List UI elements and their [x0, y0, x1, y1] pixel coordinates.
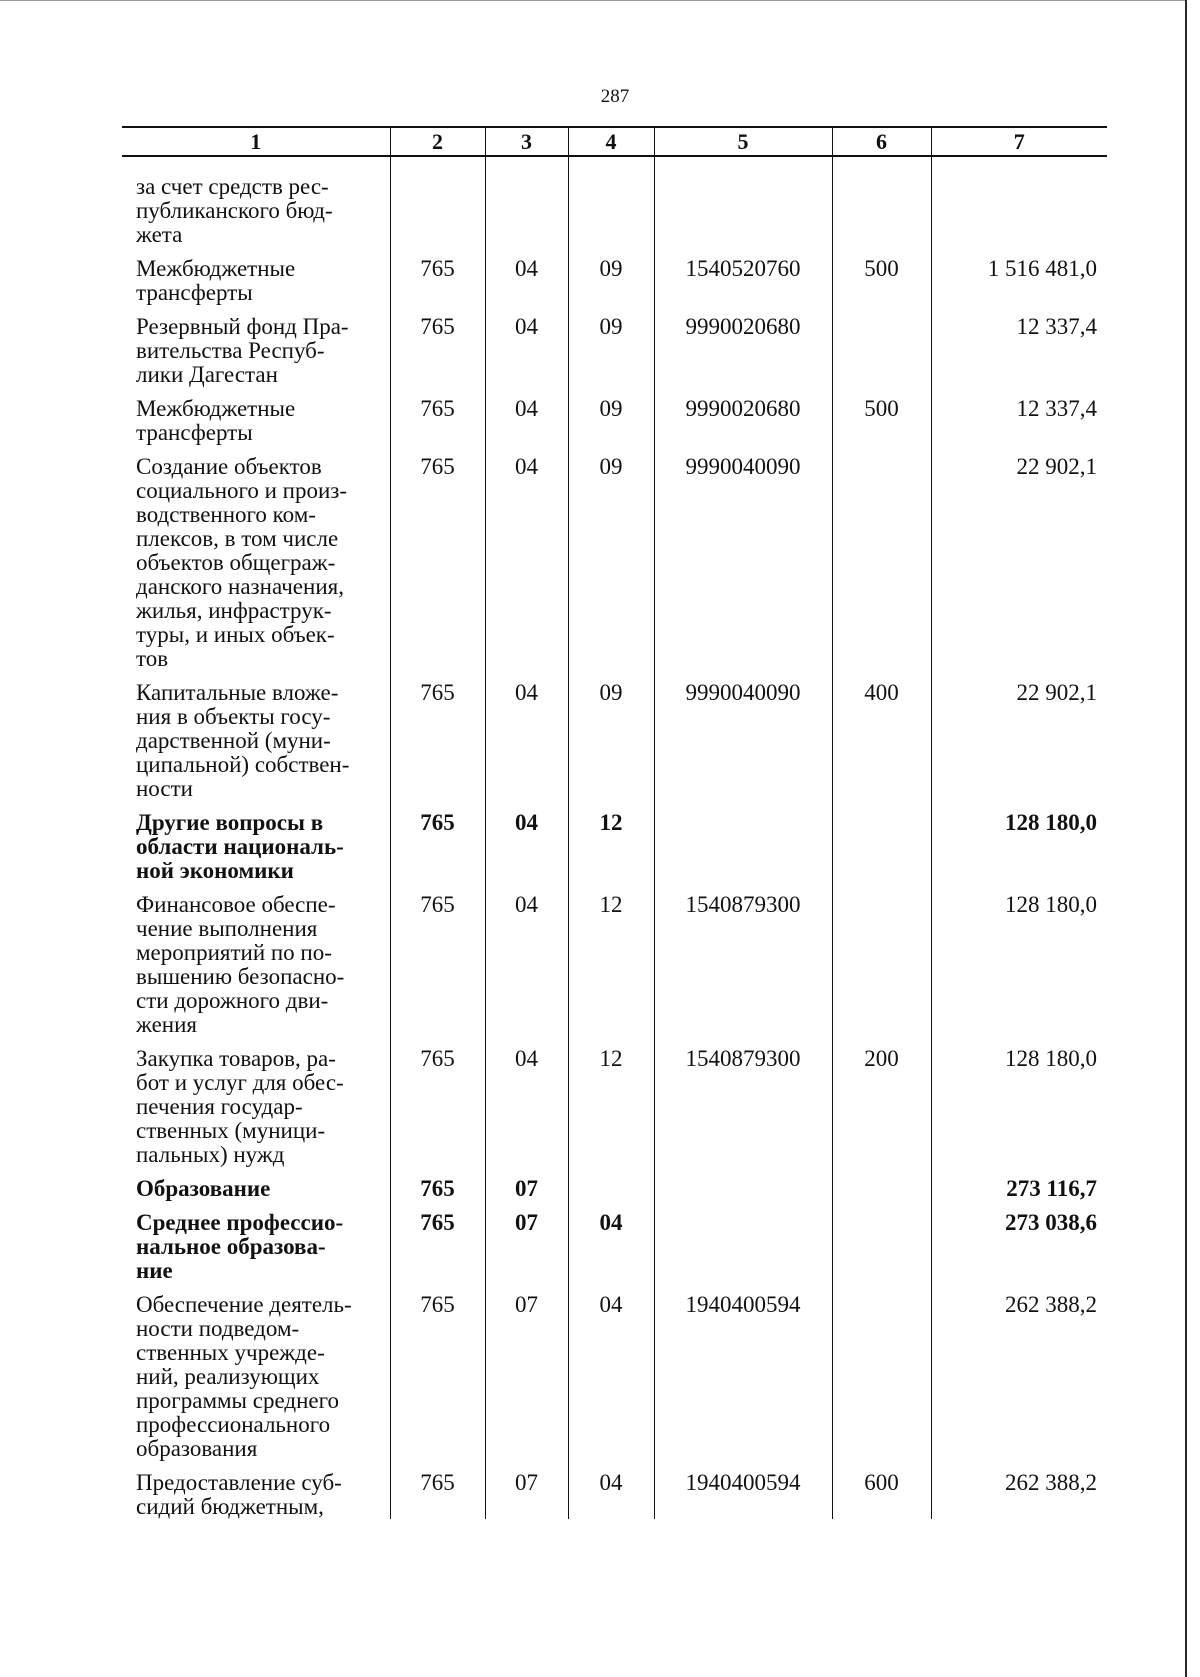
row-col6-cell [832, 315, 931, 397]
row-col3-cell: 07 [485, 1211, 568, 1293]
row-col3-cell: 04 [485, 455, 568, 681]
row-amount-cell: 22 902,1 [931, 455, 1107, 681]
row-amount-cell: 22 902,1 [931, 681, 1107, 811]
row-col4-cell: 04 [568, 1211, 654, 1293]
row-col4-cell: 09 [568, 257, 654, 315]
row-col5-cell: 1540879300 [654, 893, 832, 1047]
row-amount-cell: 12 337,4 [931, 315, 1107, 397]
row-col3-cell: 04 [485, 257, 568, 315]
row-amount-cell: 128 180,0 [931, 1047, 1107, 1177]
row-amount-cell: 273 116,7 [931, 1177, 1107, 1211]
row-col2-cell: 765 [390, 455, 485, 681]
table-header-row [122, 127, 1107, 156]
row-amount-cell: 128 180,0 [931, 811, 1107, 893]
row-col3-cell: 07 [485, 1293, 568, 1471]
row-col5-cell [654, 1177, 832, 1211]
row-name-cell: Создание объектов социального и произ- водственного ком- плексов, в том числе объектов общеграж- данского назначения, жилья, инфраструк- туры, и иных объек- тов [136, 454, 348, 671]
row-name-cell: Финансовое обеспе- чение выполнения мероприятий по по- вышению безопасно- сти дорожного дви- жения [136, 892, 345, 1037]
row-col5-cell: 1540520760 [654, 257, 832, 315]
row-name-cell: Другие вопросы в области националь- ной экономики [136, 810, 344, 883]
column-header-2: 2 [390, 127, 485, 156]
row-col6-cell [832, 1293, 931, 1471]
row-col3-cell: 04 [485, 681, 568, 811]
column-header-1: 1 [122, 127, 390, 156]
column-header-3: 3 [485, 127, 568, 156]
page-top-edge [0, 0, 1187, 1]
row-col3-cell: 04 [485, 811, 568, 893]
column-header-6: 6 [832, 127, 931, 156]
row-col5-cell [654, 175, 832, 257]
row-col5-cell: 1940400594 [654, 1293, 832, 1471]
table-row [122, 455, 1107, 681]
row-name-cell: Резервный фонд Пра- вительства Респуб- лики Дагестан [136, 314, 349, 387]
row-col3-cell: 04 [485, 397, 568, 455]
row-amount-cell: 273 038,6 [931, 1211, 1107, 1293]
row-col5-cell: 9990020680 [654, 397, 832, 455]
column-header-4: 4 [568, 127, 654, 156]
row-col5-cell: 1540879300 [654, 1047, 832, 1177]
row-amount-cell: 262 388,2 [931, 1293, 1107, 1471]
budget-table [122, 126, 1107, 1519]
row-col2-cell: 765 [390, 1211, 485, 1293]
row-col6-cell [832, 175, 931, 257]
row-col6-cell: 500 [832, 397, 931, 455]
row-col4-cell: 04 [568, 1293, 654, 1471]
table-row [122, 1177, 1107, 1211]
row-col4-cell: 12 [568, 1047, 654, 1177]
row-col6-cell [832, 811, 931, 893]
row-col4-cell [568, 1177, 654, 1211]
column-header-7: 7 [931, 127, 1107, 156]
row-col3-cell: 04 [485, 893, 568, 1047]
table-row [122, 397, 1107, 455]
row-name-cell: Межбюджетные трансферты [136, 256, 296, 305]
table-row [122, 175, 1107, 257]
row-col6-cell: 500 [832, 257, 931, 315]
column-header-5: 5 [654, 127, 832, 156]
table-row [122, 811, 1107, 893]
row-col2-cell: 765 [390, 893, 485, 1047]
row-col3-cell: 07 [485, 1471, 568, 1519]
row-col2-cell: 765 [390, 1177, 485, 1211]
row-col6-cell [832, 1211, 931, 1293]
row-col5-cell [654, 1211, 832, 1293]
row-col3-cell: 07 [485, 1177, 568, 1211]
table-row [122, 257, 1107, 315]
row-col2-cell: 765 [390, 257, 485, 315]
row-col4-cell: 09 [568, 455, 654, 681]
row-col6-cell: 400 [832, 681, 931, 811]
row-col6-cell [832, 455, 931, 681]
table-body [122, 156, 1107, 1519]
row-amount-cell: 1 516 481,0 [931, 257, 1107, 315]
row-name-cell: за счет средств рес- публиканского бюд- жета [136, 174, 333, 247]
row-col4-cell: 04 [568, 1471, 654, 1519]
table-row [122, 1211, 1107, 1293]
row-col2-cell: 765 [390, 1293, 485, 1471]
page-right-edge [1185, 0, 1187, 1677]
row-name-cell: Капитальные вложе- ния в объекты госу- дарственной (муни- ципальной) собствен- ности [136, 680, 350, 801]
row-name-cell: Обеспечение деятель- ности подведом- ственных учрежде- ний, реализующих программы среднего профессионального образования [136, 1292, 352, 1461]
row-name-cell: Предоставление суб- сидий бюджетным, [136, 1470, 342, 1519]
row-col6-cell: 200 [832, 1047, 931, 1177]
table-row [122, 1047, 1107, 1177]
row-col2-cell: 765 [390, 811, 485, 893]
row-name-cell: Межбюджетные трансферты [136, 396, 296, 445]
row-col6-cell [832, 1177, 931, 1211]
row-col2-cell: 765 [390, 397, 485, 455]
row-col2-cell [390, 175, 485, 257]
row-amount-cell: 262 388,2 [931, 1471, 1107, 1519]
row-name-cell: Образование [136, 1176, 271, 1201]
row-col2-cell: 765 [390, 315, 485, 397]
row-col4-cell: 12 [568, 811, 654, 893]
row-col2-cell: 765 [390, 1471, 485, 1519]
row-col4-cell: 09 [568, 397, 654, 455]
table-row [122, 315, 1107, 397]
table-row [122, 1471, 1107, 1519]
row-col2-cell: 765 [390, 681, 485, 811]
row-col4-cell: 09 [568, 315, 654, 397]
row-name-cell: Закупка товаров, ра- бот и услуг для обес- печения государ- ственных (муници- пальных) нужд [136, 1046, 344, 1167]
row-col4-cell [568, 175, 654, 257]
row-col6-cell [832, 893, 931, 1047]
row-amount-cell [931, 175, 1107, 257]
row-col3-cell: 04 [485, 315, 568, 397]
table-row [122, 893, 1107, 1047]
row-col4-cell: 12 [568, 893, 654, 1047]
page-number: 287 [600, 86, 630, 107]
row-amount-cell: 12 337,4 [931, 397, 1107, 455]
row-col5-cell [654, 811, 832, 893]
row-col5-cell: 9990040090 [654, 681, 832, 811]
row-amount-cell: 128 180,0 [931, 893, 1107, 1047]
row-col5-cell: 9990020680 [654, 315, 832, 397]
table-spacer-row [122, 156, 1107, 175]
row-name-cell: Среднее профессио- нальное образова- ние [136, 1210, 344, 1283]
row-col2-cell: 765 [390, 1047, 485, 1177]
table-row [122, 1293, 1107, 1471]
table-row [122, 681, 1107, 811]
row-col5-cell: 1940400594 [654, 1471, 832, 1519]
row-col6-cell: 600 [832, 1471, 931, 1519]
row-col4-cell: 09 [568, 681, 654, 811]
row-col3-cell [485, 175, 568, 257]
row-col5-cell: 9990040090 [654, 455, 832, 681]
row-col3-cell: 04 [485, 1047, 568, 1177]
